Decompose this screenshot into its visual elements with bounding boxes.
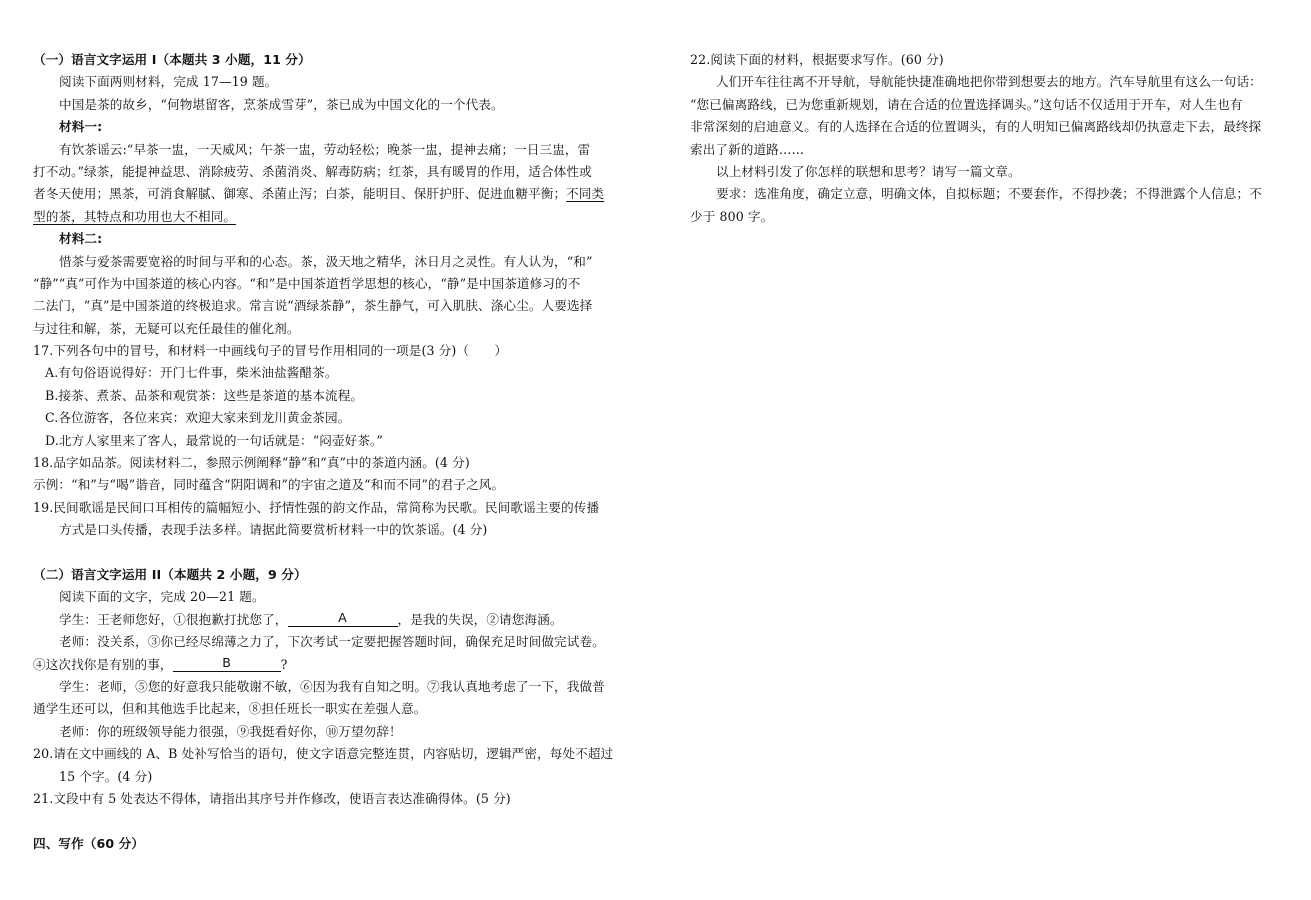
essay-material-line-4: 索出了新的道路…… xyxy=(690,141,805,157)
essay-requirements-line-2: 少于 800 字。 xyxy=(690,208,774,224)
dialogue-line-3 xyxy=(33,654,619,676)
section-1-paragraph: 中国是茶的故乡，“何物堪留客，烹茶成雪芽”，茶已成为中国文化的一个代表。 xyxy=(59,96,504,112)
question-19-line-2: 方式是口头传播，表现手法多样。请据此简要赏析材料一中的饮茶谣。(4 分) xyxy=(59,522,488,538)
question-22: 22.阅读下面的材料，根据要求写作。(60 分) xyxy=(690,52,944,67)
dialogue-line-6: 老师：你的班级领导能力很强，⑨我挺看好你，⑩万望勿辞！ xyxy=(59,723,402,739)
question-18-example: 示例：“和”与“喝”谐音，同时蕴含“阴阳调和”的宇宙之道及“和而不同”的君子之风。 xyxy=(33,477,505,493)
underlined-sentence-end: 型的茶，其特点和功用也大不相同。 xyxy=(33,208,237,224)
dialogue-line-5: 通学生还可以，但和其他选手比起来，⑧担任班长一职实在差强人意。 xyxy=(33,701,427,717)
essay-requirements-line-1: 要求：选准角度，确定立意，明确文体，自拟标题；不要套作，不得抄袭；不得泄露个人信息；不 xyxy=(716,186,1262,202)
material-2-line-2: “静”“真”可作为中国茶道的核心内容。“和”是中国茶道哲学思想的核心，“静”是中国茶道修习的不 xyxy=(33,275,581,291)
question-21: 21.文段中有 5 处表达不得体，请指出其序号并作修改，使语言表达准确得体。(5 分) xyxy=(33,790,511,806)
section-1-title: （一）语言文字运用 I（本题共 3 小题，11 分） xyxy=(33,52,311,67)
blank-b: B xyxy=(173,655,281,672)
essay-material-line-1: 人们开车往往离不开导航，导航能快捷准确地把你带到想要去的地方。汽车导航里有这么一句话： xyxy=(716,74,1262,90)
material-1-line-2: 打不动。”绿茶，能提神益思、消除疲劳、杀菌消炎、解毒防病；红茶，具有暖胃的作用，适合体性或 xyxy=(33,163,592,179)
material-1-line-3 xyxy=(33,183,619,205)
section-1-intro: 阅读下面两则材料，完成 17—19 题。 xyxy=(59,74,278,90)
right-column xyxy=(690,49,1280,228)
essay-prompt: 以上材料引发了你怎样的联想和思考？请写一篇文章。 xyxy=(716,163,1021,179)
material-2-line-3: 二法门，“真”是中国茶道的终极追求。常言说“酒绿茶静”，茶生静气，可入肌肤、涤心尘。人要选择 xyxy=(33,298,593,314)
question-17-option-d: D.北方人家里来了客人，最常说的一句话就是：“闷壶好茶。” xyxy=(45,432,383,448)
dialogue-line-1 xyxy=(33,609,619,631)
essay-material-line-2: “您已偏离路线，已为您重新规划，请在合适的位置选择调头。”这句话不仅适用于开车，对人生也有 xyxy=(690,96,1243,112)
dialogue-line-2: 老师：没关系，③你已经尽绵薄之力了，下次考试一定要把握答题时间，确保充足时间做完试卷。 xyxy=(59,634,605,650)
question-17-option-a: A.有句俗语说得好：开门七件事，柴米油盐酱醋茶。 xyxy=(45,365,338,381)
question-20-line-1: 20.请在文中画线的 A、B 处补写恰当的语句，使文字语意完整连贯，内容贴切，逻辑严密，每处不超过 xyxy=(33,746,614,762)
dialogue-line-3-pre: ④这次找你是有别的事， xyxy=(33,656,173,672)
section-2-intro: 阅读下面的文字，完成 20—21 题。 xyxy=(59,589,265,605)
spacer xyxy=(33,542,619,564)
left-column xyxy=(33,49,619,855)
question-17: 17.下列各句中的冒号，和材料一中画线句子的冒号作用相同的一项是(3 分)（ ） xyxy=(33,343,508,359)
section-4-title: 四、写作（60 分） xyxy=(33,835,145,851)
material-1-line-1: 有饮茶谣云:“早茶一盅，一天威风；午茶一盅，劳动轻松；晚茶一盅，提神去痛；一日三盅，雷 xyxy=(59,141,591,157)
section-2-title: （二）语言文字运用 II（本题共 2 小题，9 分） xyxy=(33,566,307,582)
material-2-title: 材料二: xyxy=(59,231,103,247)
spacer xyxy=(33,810,619,832)
question-19-line-1: 19.民间歌谣是民间口耳相传的篇幅短小、抒情性强的韵文作品，常简称为民歌。民间歌谣主要的传播 xyxy=(33,499,600,515)
material-2-line-1: 惜茶与爱茶需要宽裕的时间与平和的心态。茶，汲天地之精华，沐日月之灵性。有人认为，“和” xyxy=(59,253,593,269)
material-1-title: 材料一: xyxy=(59,119,103,135)
material-1-line-4 xyxy=(33,206,619,228)
underlined-sentence-start: 不同类 xyxy=(566,186,605,202)
question-20-line-2: 15 个字。(4 分) xyxy=(59,768,153,784)
question-17-option-c: C.各位游客，各位来宾：欢迎大家来到龙川黄金茶园。 xyxy=(45,410,351,426)
blank-a: A xyxy=(288,610,398,627)
material-2-line-4: 与过往和解，茶，无疑可以充任最佳的催化剂。 xyxy=(33,320,300,336)
dialogue-line-3-post: ? xyxy=(280,656,288,672)
dialogue-line-4: 学生：老师，⑤您的好意我只能敬谢不敏，⑥因为我有自知之明。⑦我认真地考虑了一下，我做普 xyxy=(59,678,605,694)
essay-material-line-3: 非常深刻的启迪意义。有的人选择在合适的位置调头，有的人明知已偏离路线却仍执意走下去，最终探 xyxy=(690,119,1262,135)
dialogue-line-1-post: ，是我的失误，②请您海涵。 xyxy=(397,611,563,627)
dialogue-line-1-pre: 学生：王老师您好，①很抱歉打扰您了， xyxy=(59,611,288,627)
question-18: 18.品字如品茶。阅读材料二，参照示例阐释“静”和“真”中的茶道内涵。(4 分) xyxy=(33,455,470,471)
material-1-line-3-text: 者冬天使用；黑茶，可消食解腻、御寒、杀菌止泻；白茶，能明目、保肝护肝、促进血糖平衡； xyxy=(33,186,567,202)
question-17-option-b: B.接茶、煮茶、品茶和观赏茶：这些是茶道的基本流程。 xyxy=(45,387,364,403)
